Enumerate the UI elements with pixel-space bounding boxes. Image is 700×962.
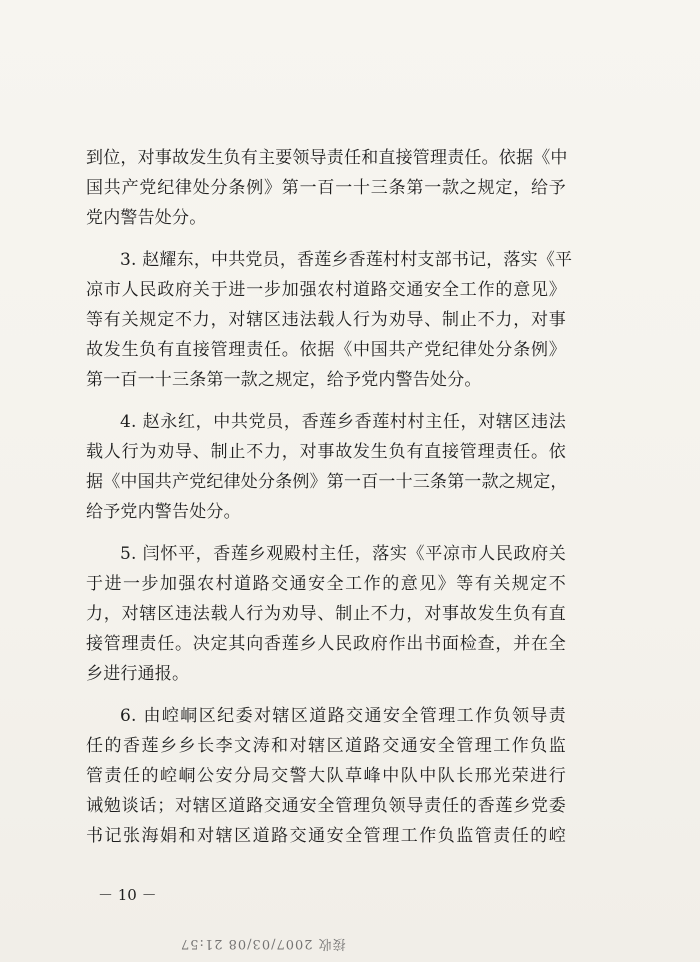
text-line: 于进一步加强农村道路交通安全工作的意见》等有关规定不 — [86, 574, 566, 594]
text-line: 4. 赵永红，中共党员，香莲乡香莲村村主任，对辖区违法 — [120, 412, 566, 432]
text-line: 6. 由崆峒区纪委对辖区道路交通安全管理工作负领导责 — [120, 706, 566, 726]
text-line: 载人行为劝导、制止不力，对事故发生负有直接管理责任。依 — [86, 442, 566, 462]
text-line: 到位，对事故发生负有主要领导责任和直接管理责任。依据《中 — [86, 148, 568, 168]
text-line: 力，对辖区违法载人行为劝导、制止不力，对事故发生负有直 — [86, 604, 566, 624]
text-line: 任的香莲乡乡长李文涛和对辖区道路交通安全管理工作负监 — [86, 736, 566, 756]
text-line: 给予党内警告处分。 — [86, 502, 241, 522]
text-line: 凉市人民政府关于进一步加强农村道路交通安全工作的意见》 — [86, 280, 566, 300]
text-line: 第一百一十三条第一款之规定，给予党内警告处分。 — [86, 370, 482, 390]
text-line: 管责任的崆峒公安分局交警大队草峰中队中队长邢光荣进行 — [86, 766, 566, 786]
text-line: 乡进行通报。 — [86, 664, 190, 684]
text-line: 3. 赵耀东，中共党员，香莲乡香莲村村支部书记，落实《平 — [120, 250, 573, 270]
text-line: 诫勉谈话；对辖区道路交通安全管理负领导责任的香莲乡党委 — [86, 796, 566, 816]
page-number: － 10 － — [98, 886, 157, 904]
text-line: 故发生负有直接管理责任。依据《中国共产党纪律处分条例》 — [86, 340, 566, 360]
text-line: 书记张海娟和对辖区道路交通安全管理工作负监管责任的崆 — [86, 826, 566, 846]
fax-header: 接收 2007/03/08 21:57 — [180, 936, 346, 951]
text-line: 5. 闫怀平，香莲乡观殿村主任，落实《平凉市人民政府关 — [120, 544, 566, 564]
text-line: 接管理责任。决定其向香莲乡人民政府作出书面检查，并在全 — [86, 634, 566, 654]
text-line: 国共产党纪律处分条例》第一百一十三条第一款之规定，给予 — [86, 178, 566, 198]
text-line: 据《中国共产党纪律处分条例》第一百一十三条第一款之规定， — [86, 472, 568, 492]
text-line: 党内警告处分。 — [86, 208, 207, 228]
text-line: 等有关规定不力，对辖区违法载人行为劝导、制止不力，对事 — [86, 310, 566, 330]
body-text — [86, 148, 573, 856]
